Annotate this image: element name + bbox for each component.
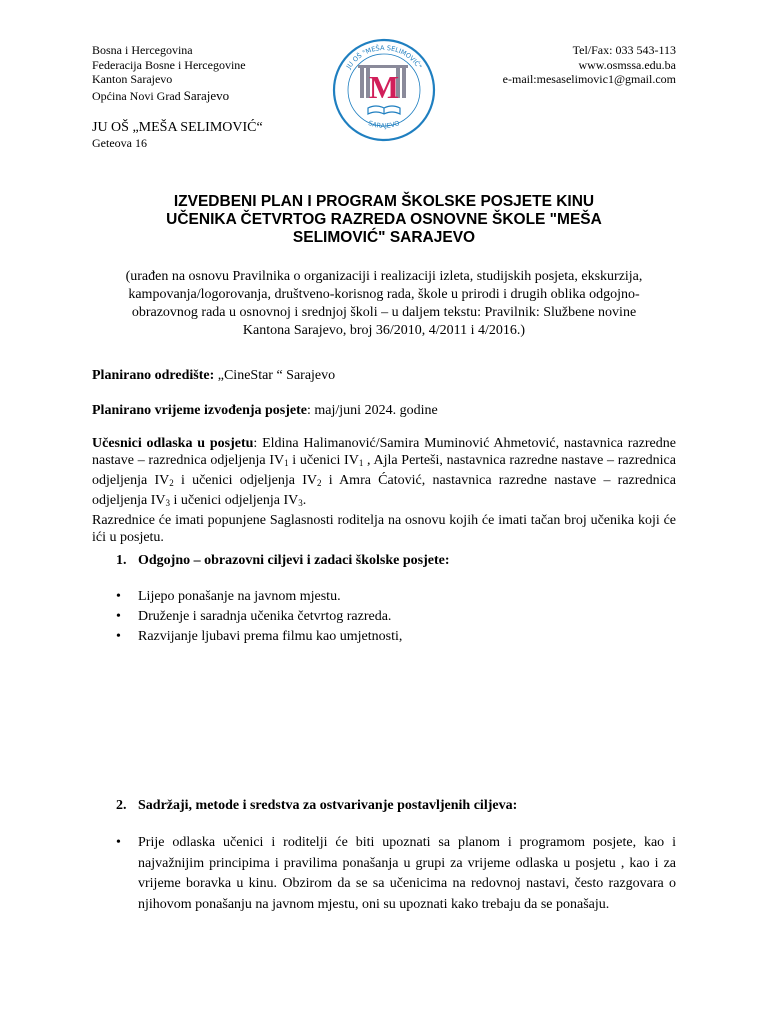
bullet-icon: • [116,629,121,644]
logo-ring-text-top: JU OŠ "MEŠA SELIMOVIĆ" [344,43,424,71]
participants-note: Razrednice će imati popunjene Saglasnosti roditelja na osnovu kojih će imati tačan broj učenika koji će ići u posjetu. [92,513,676,545]
participants-text-5: i Amra Ćatović, nastavnica razredne nastave – razrednica odjeljenja IV [92,473,676,508]
subtitle-line-1: (urađen na osnovu Pravilnika o organizaciji i realizaciji izleta, studijskih posjeta, ekskurzija, [125,269,643,284]
participants-text-2: i učenici IV [288,453,359,468]
municipality-prefix: Općina Novi Grad [92,88,181,103]
section-1-title: Odgojno – obrazovni ciljevi i zadaci školske posjete: [138,553,450,568]
bullet-icon: • [116,835,121,850]
document-subtitle [92,268,676,340]
destination-label: Planirano odredište: [92,368,215,383]
subtitle-line-2: kampovanja/logorovanja, društveno-korisnog rada, škole u prirodi i drugih oblika odgojno- [128,287,640,302]
document-title [92,193,676,247]
municipality-city: Sarajevo [183,87,230,103]
time-paragraph [92,402,676,419]
list-item [116,627,676,647]
list-item-text: Druženje i saradnja učenika četvrtog razreda. [138,609,392,624]
school-address: Geteova 16 [92,136,147,150]
section-2-title: Sadržaji, metode i sredstva za ostvarivanje postavljenih ciljeva: [138,798,518,813]
section-1-heading [116,552,676,569]
subscript-3: 2 [169,478,174,488]
bullet-icon: • [116,589,121,604]
list-item-text: Prije odlaska učenici i roditelji će biti upoznati sa planom i programom posjete, kao i najvažnijim principima i pravilima ponašanja u grupi za vrijeme odlaska u posjetu , kao i za vrijeme boravka u kinu. Obzirom da se sa učenicima na redovnoj nastavi, često razgovara o njihovom ponašanju na javnom mjestu, oni su upoznati kako trebaju da se ponašaju. [138,835,676,912]
section-1-number: 1. [116,553,127,568]
title-line-2: UČENIKA ČETVRTOG RAZREDA OSNOVNE ŠKOLE "MEŠA [166,211,602,228]
participants-text-6: i učenici odjeljenja IV [169,493,299,508]
participants-text-1: : Eldina Halimanović/Samira Muminović Ahmetović, nastavnica razredne nastave – razrednica odjeljenja IV [92,436,676,468]
school-name: JU OŠ „MEŠA SELIMOVIĆ“ [92,120,263,135]
header-right-block [503,43,676,87]
title-line-1: IZVEDBENI PLAN I PROGRAM ŠKOLSKE POSJETE KINU [173,193,595,210]
section-2-heading [116,797,676,814]
list-item-text: Lijepo ponašanje na javnom mjestu. [138,589,341,604]
subscript-4: 2 [316,478,322,488]
subtitle-line-3: obrazovnog rada u osnovnoj i srednjoj školi – u daljem tekstu: Pravilnik: Službene novine [131,305,637,320]
school-info [92,120,263,150]
time-value: : maj/juni 2024. godine [307,403,438,418]
federation-line: Federacija Bosne i Hercegovine [92,57,246,72]
bullet-icon: • [116,609,121,624]
section-1-list [116,587,676,647]
destination-value: „CineStar “ Sarajevo [214,368,336,383]
subscript-6: 3 [298,498,303,508]
list-item [116,587,676,607]
municipality-line [92,89,246,104]
participants-text-7: . [302,493,307,508]
list-item-text: Razvijanje ljubavi prema filmu kao umjetnosti, [138,629,403,644]
participants-text-4: i učenici odjeljenja IV [173,473,317,488]
country-line: Bosna i Hercegovina [92,43,193,57]
website-line: www.osmssa.edu.ba [578,57,676,72]
title-line-3: SELIMOVIĆ" SARAJEVO [292,229,476,246]
participants-label: Učesnici odlaska u posjetu [92,436,254,451]
logo-letter: M [368,69,400,105]
email-line: e-mail:mesaselimovic1@gmail.com [502,72,676,86]
section-2-number: 2. [116,798,127,813]
school-logo [330,38,438,142]
subscript-1: 1 [284,458,289,468]
subscript-2: 1 [358,458,364,468]
header-left-block [92,43,246,103]
destination-paragraph [92,367,676,384]
participants-text-3: , Ajla Perteši, nastavnica razredne nastave – razrednica odjeljenja IV [92,453,676,488]
subscript-5: 3 [165,498,170,508]
subtitle-line-4: Kantona Sarajevo, broj 36/2010, 4/2011 i 4/2016.) [242,323,526,338]
list-item [116,607,676,627]
time-label: Planirano vrijeme izvođenja posjete [92,403,308,418]
canton-line: Kanton Sarajevo [92,72,173,86]
list-item [116,833,676,915]
phone-line: Tel/Fax: 033 543-113 [572,43,676,57]
section-2-list [116,833,676,915]
participants-paragraph [92,435,676,546]
logo-ring-text-bottom: SARAJEVO [367,119,401,131]
